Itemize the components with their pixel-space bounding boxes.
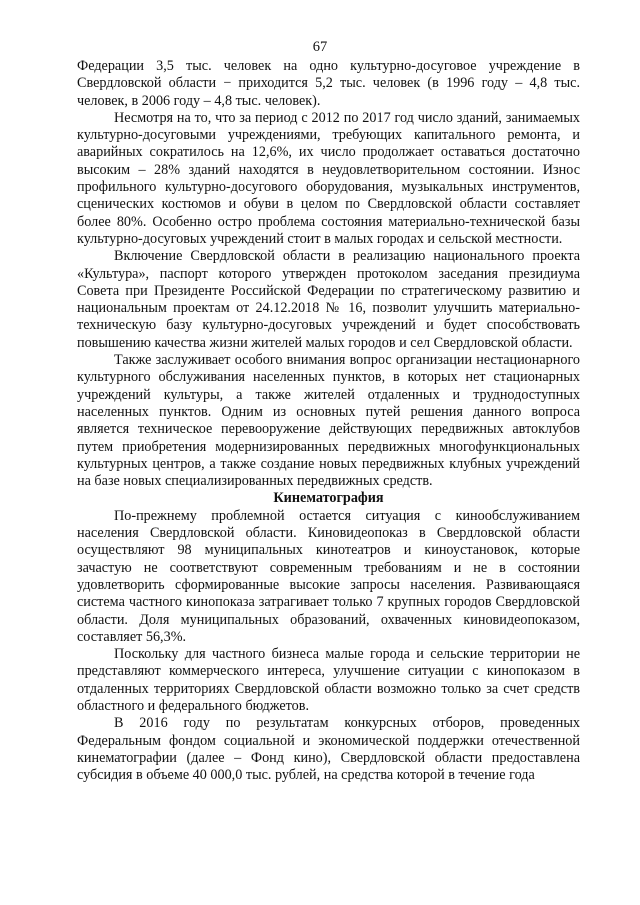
page-number: 67	[312, 39, 328, 55]
paragraph-continuation: Федерации 3,5 тыс. человек на одно культурно-досуговое учреждение в Свердловской области − приходится 5,2 тыс. человек (в 1996 году – 4,8 тыс. человек, в 2006 году – 4,8 тыс. человек).	[77, 58, 580, 109]
paragraph-buildings-condition: Несмотря на то, что за период с 2012 по 2017 год число зданий, занимаемых культурно-досуговыми учреждениями, требующих капитального ремонта, и аварийных сократилось на 12,6%, их число продолжает оставаться достаточно высоким – 28% зданий находятся в неудовлетворительном состоянии. Износ профильного культурно-досугового оборудования, музыкальных инструментов, сценических костюмов и обуви в целом по Свердловской области составляет более 80%. Особенно остро проблема состояния материально-технической базы культурно-досуговых учреждений стоит в малых городах и сельской местности.	[77, 109, 580, 247]
paragraph-national-project: Включение Свердловской области в реализацию национального проекта «Культура», паспорт которого утвержден протоколом заседания президиума Совета при Президенте Российской Федерации по стратегическому развитию и национальным проектам от 24.12.2018 № 16, позволит улучшить материально-техническую базу культурно-досуговых учреждений и будет способствовать повышению качества жизни жителей малых городов и сел Свердловской области.	[77, 248, 580, 351]
section-heading: Кинематография	[273, 490, 384, 507]
paragraph-private-business: Поскольку для частного бизнеса малые города и сельские территории не представляют коммерческого интереса, улучшение ситуации с кинопоказом в отдаленных территориях Свердловской области возможно только за счет средств областного и федерального бюджетов.	[77, 646, 580, 714]
paragraph-cinema-service: По-прежнему проблемной остается ситуация с кинообслуживанием населения Свердловской области. Киновидеопоказ в Свердловской области осуществляют 98 муниципальных кинотеатров и киноустановок, которые зачастую не соответствуют современным требованиям и не в состоянии удовлетворить сформированные высокие запросы населения. Развивающаяся система частного кинопоказа затрагивает только 7 крупных городов Свердловской области. Доля муниципальных образований, охваченных киновидеопоказом, составляет 56,3%.	[77, 507, 580, 645]
paragraph-mobile-service: Также заслуживает особого внимания вопрос организации нестационарного культурного обслуживания населенных пунктов, в которых нет стационарных учреждений культуры, а также жителей отдаленных и труднодоступных населенных пунктов. Одним из основных путей решения данного вопроса является техническое перевооружение действующих передвижных автоклубов путем приобретения модернизированных передвижных многофункциональных культурных центров, а также создание новых передвижных клубных учреждений на базе новых специализированных передвижных средств.	[77, 352, 580, 490]
page-body	[77, 58, 580, 784]
paragraph-cinema-fund: В 2016 году по результатам конкурсных отборов, проведенных Федеральным фондом социальной и экономической поддержки отечественной кинематографии (далее – Фонд кино), Свердловской области предоставлена субсидия в объеме 40 000,0 тыс. рублей, на средства которой в течение года	[77, 715, 580, 784]
